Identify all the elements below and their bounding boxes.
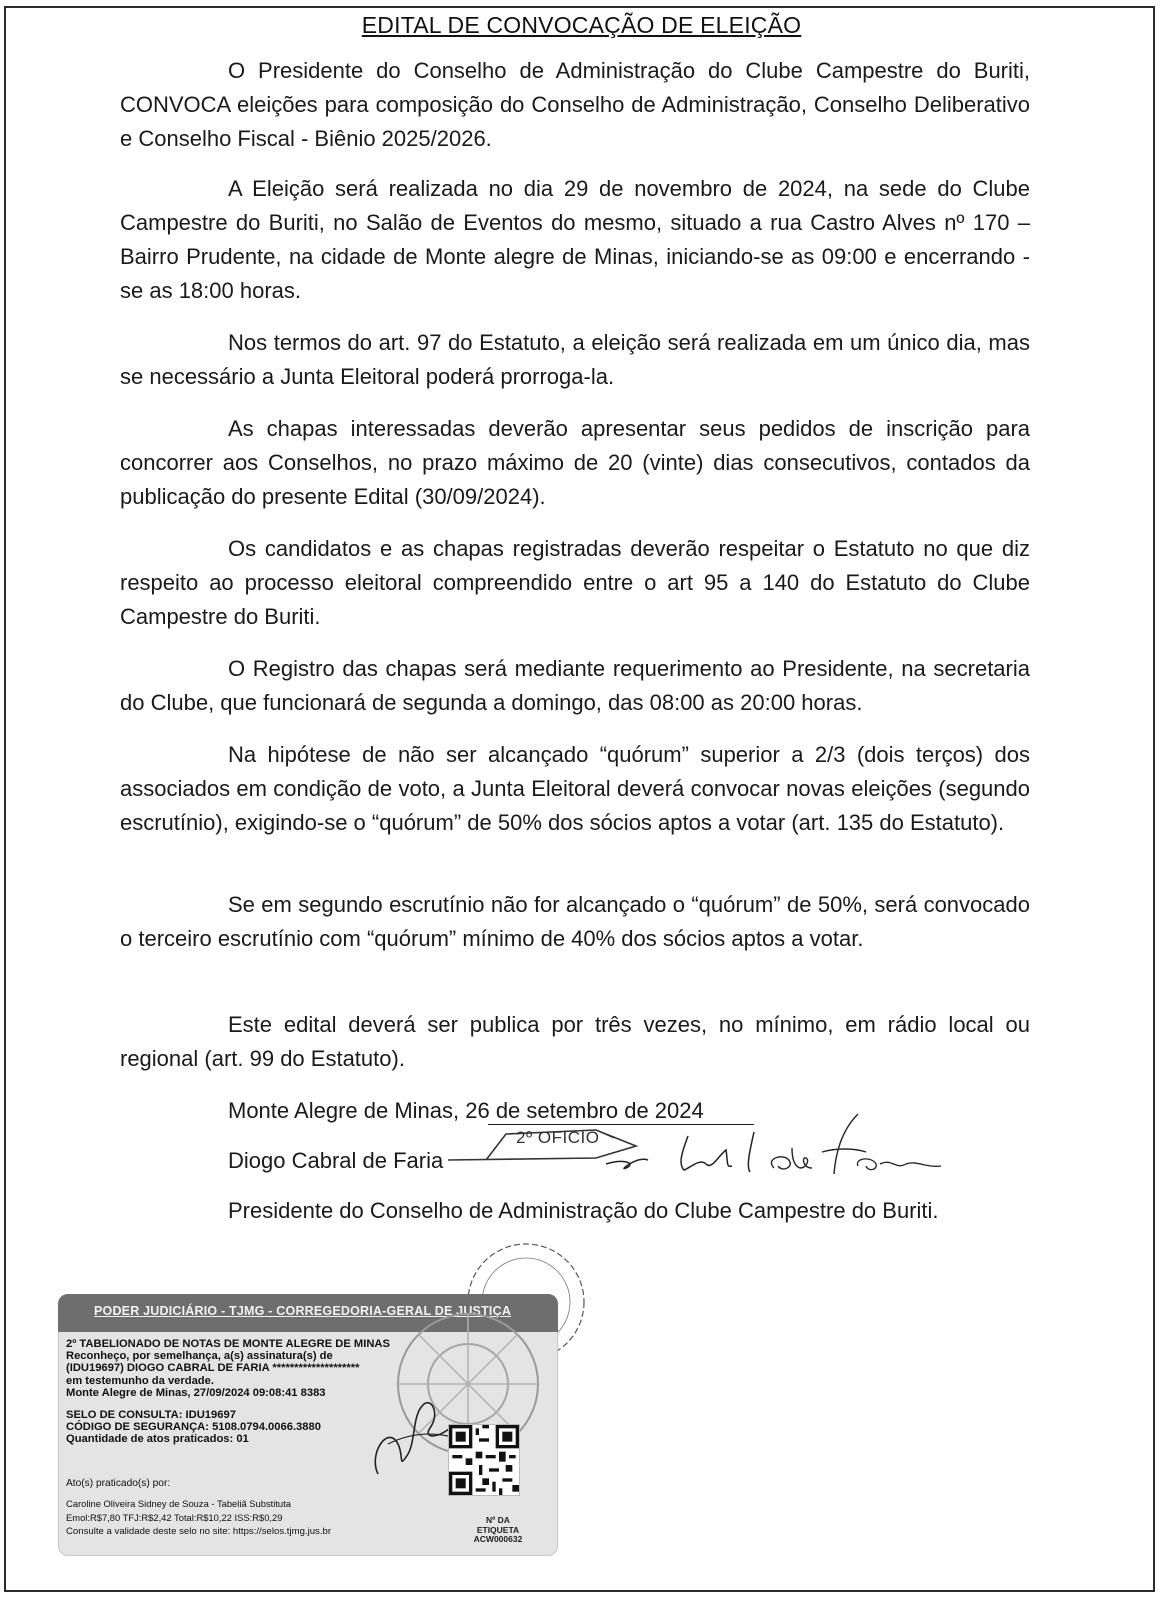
seal-acts: Quantidade de atos praticados: 01	[66, 1433, 249, 1446]
signature-icon	[596, 1108, 946, 1188]
seal-line-1: Reconheço, por semelhança, a(s) assinatura(s) de	[66, 1350, 333, 1363]
paragraph-4: As chapas interessadas deverão apresentar seus pedidos de inscrição para concorrer aos Conselhos, no prazo máximo de 20 (vinte) dias consecutivos, contados da publicação do presente Edital (30/09/2024).	[120, 416, 1030, 509]
seal-label-code: ACW000632	[473, 1534, 523, 1544]
seal-by-names: Caroline Oliveira Sidney de Souza - Tabeliã Substituta	[66, 1498, 291, 1509]
seal-line-4: Monte Alegre de Minas, 27/09/2024 09:08:41 8383	[66, 1386, 326, 1399]
seal-site: Consulte a validade deste selo no site: https://selos.tjmg.jus.br	[66, 1526, 332, 1537]
seal-label-number	[458, 1516, 538, 1545]
paragraph-1: O Presidente do Conselho de Administração do Clube Campestre do Buriti, CONVOCA eleições para composição do Conselho de Administração, Conselho Deliberativo e Conselho Fiscal - Biênio 2025/2026.	[120, 58, 1030, 151]
place-date: Monte Alegre de Minas, 26 de setembro de 2024	[228, 1098, 704, 1123]
oficio-stamp-text: 2º OFICIO	[516, 1128, 600, 1147]
paragraph-5: Os candidatos e as chapas registradas deverão respeitar o Estatuto no que diz respeito ao processo eleitoral compreendido entre o art 95 a 140 do Estatuto do Clube Campestre do Buriti.	[120, 536, 1030, 629]
paragraph-7: Na hipótese de não ser alcançado “quórum” superior a 2/3 (dois terços) dos associados em condição de voto, a Junta Eleitoral deverá convocar novas eleições (segundo escrutínio), exigindo-se o “quórum” de 50% dos sócios aptos a votar (art. 135 do Estatuto).	[120, 742, 1030, 835]
signer-role: Presidente do Conselho de Administração do Clube Campestre do Buriti.	[228, 1198, 939, 1223]
notary-seal-label	[58, 1294, 558, 1556]
seal-header: PODER JUDICIÁRIO - TJMG - CORREGEDORIA-GERAL DE JUSTIÇA	[94, 1304, 512, 1318]
seal-office: 2º TABELIONADO DE NOTAS DE MONTE ALEGRE DE MINAS	[66, 1338, 390, 1350]
qr-code-icon	[448, 1424, 520, 1496]
seal-line-2: (IDU19697) DIOGO CABRAL DE FARIA ********************	[66, 1362, 360, 1375]
seal-security: CÓDIGO DE SEGURANÇA: 5108.0794.0066.3880	[66, 1421, 321, 1434]
paragraph-3: Nos termos do art. 97 do Estatuto, a eleição será realizada em um único dia, mas se necessário a Junta Eleitoral poderá prorroga-la.	[120, 330, 1030, 389]
paragraph-8: Se em segundo escrutínio não for alcançado o “quórum” de 50%, será convocado o terceiro escrutínio com “quórum” mínimo de 40% dos sócios aptos a votar.	[120, 892, 1030, 951]
document-title: EDITAL DE CONVOCAÇÃO DE ELEIÇÃO	[361, 12, 802, 38]
document-page	[4, 6, 1155, 1592]
paragraph-6: O Registro das chapas será mediante requerimento ao Presidente, na secretaria do Clube, que funcionará de segunda a domingo, das 08:00 as 20:00 horas.	[120, 656, 1030, 715]
seal-label-etiq: ETIQUETA	[476, 1524, 520, 1535]
seal-fees: Emol:R$7,80 TFJ:R$2,42 Total:R$10,22 ISS:R$0,29	[66, 1512, 283, 1523]
signer-name: Diogo Cabral de Faria	[228, 1148, 444, 1173]
paragraph-9: Este edital deverá ser publica por três vezes, no mínimo, em rádio local ou regional (art. 99 do Estatuto).	[120, 1012, 1030, 1071]
seal-line-3: em testemunho da verdade.	[66, 1374, 214, 1387]
seal-label-no: Nº DA	[486, 1515, 510, 1525]
paragraph-2: A Eleição será realizada no dia 29 de novembro de 2024, na sede do Clube Campestre do Buriti, no Salão de Eventos do mesmo, situado a rua Castro Alves nº 170 – Bairro Prudente, na cidade de Monte alegre de Minas, iniciando-se as 09:00 e encerrando -se as 18:00 horas.	[120, 176, 1030, 303]
seal-by-label: Ato(s) praticado(s) por:	[66, 1478, 171, 1489]
seal-consult: SELO DE CONSULTA: IDU19697	[66, 1409, 236, 1422]
